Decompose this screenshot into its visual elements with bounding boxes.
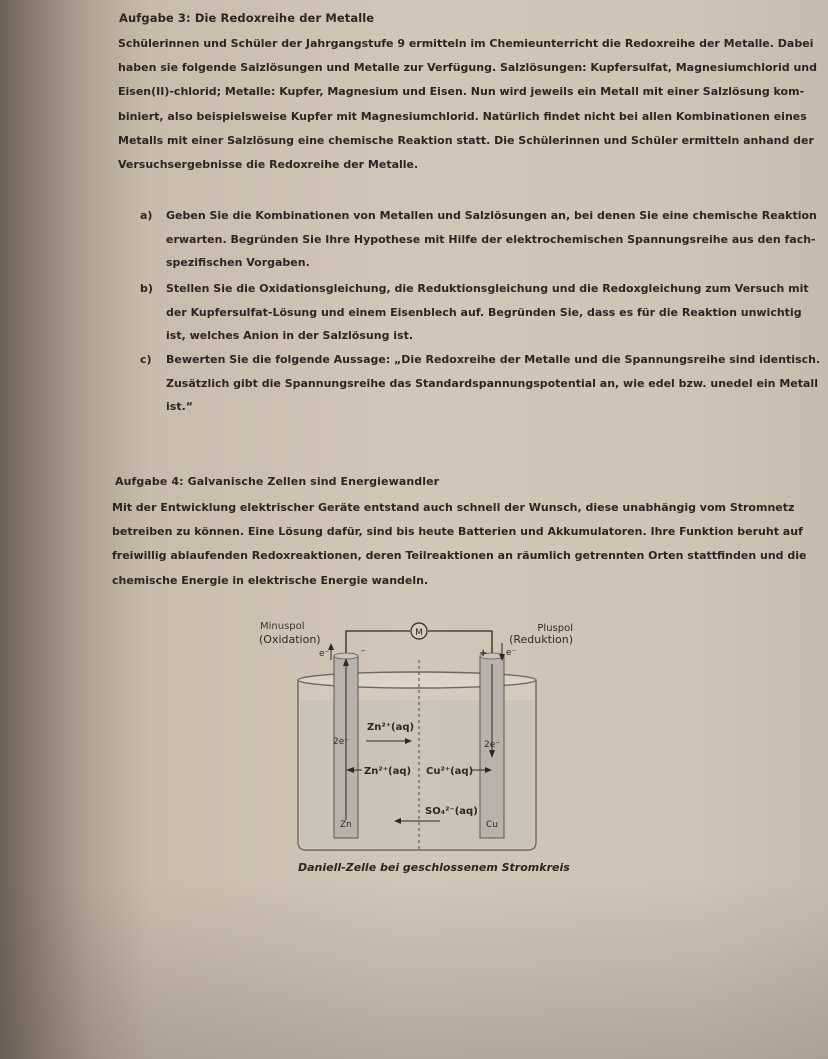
cu-ion-label: Cu²⁺(aq): [426, 766, 474, 777]
sulfate-label: SO₄²⁻(aq): [425, 806, 478, 817]
text-line: ist.“: [166, 400, 193, 413]
motor-icon: [411, 623, 427, 639]
text-line: biniert, also beispielsweise Kupfer mit Magnesiumchlorid. Natürlich findet nicht bei allen Kombinationen eines: [118, 109, 807, 123]
text-line: Bewerten Sie die folgende Aussage: „Die Redoxreihe der Metalle und die Spannungsreihe sind identisch.: [166, 353, 821, 366]
text-line: Schülerinnen und Schüler der Jahrgangstufe 9 ermitteln im Chemieunterricht die Redoxreihe der Metalle. Dabei: [118, 37, 814, 50]
motor-label: M: [415, 628, 423, 638]
two-electron-right: 2e⁻: [484, 740, 501, 750]
text-line: der Kupfersulfat-Lösung und einem Eisenblech auf. Begründen Sie, dass es für die Reaktion unwichtig: [166, 305, 802, 319]
text-line: Zusätzlich gibt die Spannungsreihe das Standardspannungspotential an, wie edel bzw. unedel ein Metall: [166, 376, 818, 390]
plus-sign: +: [479, 648, 488, 659]
item-label: a): [140, 209, 153, 222]
text-line: Stellen Sie die Oxidationsgleichung, die Reduktionsgleichung und die Redoxgleichung zum Versuch mit: [166, 282, 809, 295]
text-line: Versuchsergebnisse die Redoxreihe der Metalle.: [118, 157, 419, 171]
text-line: spezifischen Vorgaben.: [166, 256, 310, 269]
diagram-caption: Daniell-Zelle bei geschlossenem Stromkreis: [298, 861, 570, 874]
text-line: chemische Energie in elektrische Energie wandeln.: [112, 573, 429, 587]
minus-sign: –: [361, 646, 366, 656]
item-label: c): [140, 353, 152, 366]
text-line: erwarten. Begründen Sie Ihre Hypothese mit Hilfe der elektrochemischen Spannungsreihe aus den fach-: [166, 232, 816, 246]
pluspol-label: Pluspol: [537, 623, 573, 634]
oxidation-label: (Oxidation): [259, 633, 321, 646]
text-line: Metalls mit einer Salzlösung eine chemische Reaktion statt. Die Schülerinnen und Schüler ermitteln anhand der: [118, 133, 814, 147]
electron-right-label: e⁻: [506, 648, 517, 658]
zn-electrode-label: Zn: [340, 820, 352, 830]
text-line: Geben Sie die Kombinationen von Metallen und Salzlösungen an, bei denen Sie eine chemische Reaktion: [166, 209, 817, 222]
zn-ion-top-label: Zn²⁺(aq): [367, 722, 415, 733]
text-line: ist, welches Anion in der Salzlösung ist.: [166, 329, 414, 342]
text-line: freiwillig ablaufenden Redoxreaktionen, deren Teilreaktionen an räumlich getrennten Orten stattfinden und die: [112, 549, 807, 563]
reduktion-label: (Reduktion): [509, 633, 573, 646]
zn-ion-mid-label: Zn²⁺(aq): [364, 766, 412, 777]
text-line: Mit der Entwicklung elektrischer Geräte entstand auch schnell der Wunsch, diese unabhängig vom Stromnetz: [112, 501, 795, 514]
minuspol-label: Minuspol: [260, 621, 305, 632]
text-line: betreiben zu können. Eine Lösung dafür, sind bis heute Batterien und Akkumulatoren. Ihre Funktion beruht auf: [112, 525, 803, 539]
text-line: Eisen(II)-chlorid; Metalle: Kupfer, Magnesium und Eisen. Nun wird jeweils ein Metall mit einer Salzlösung kom-: [118, 85, 805, 99]
aufgabe3-title: Aufgabe 3: Die Redoxreihe der Metalle: [119, 11, 375, 25]
text-line: haben sie folgende Salzlösungen und Metalle zur Verfügung. Salzlösungen: Kupfersulfat, Magnesiumchlorid und: [118, 61, 817, 75]
two-electron-left: 2e⁻: [333, 737, 350, 747]
aufgabe4-title: Aufgabe 4: Galvanische Zellen sind Energiewandler: [115, 475, 440, 488]
cu-electrode-label: Cu: [486, 820, 498, 830]
electron-left-label: e⁻: [319, 649, 330, 659]
item-label: b): [140, 282, 153, 295]
